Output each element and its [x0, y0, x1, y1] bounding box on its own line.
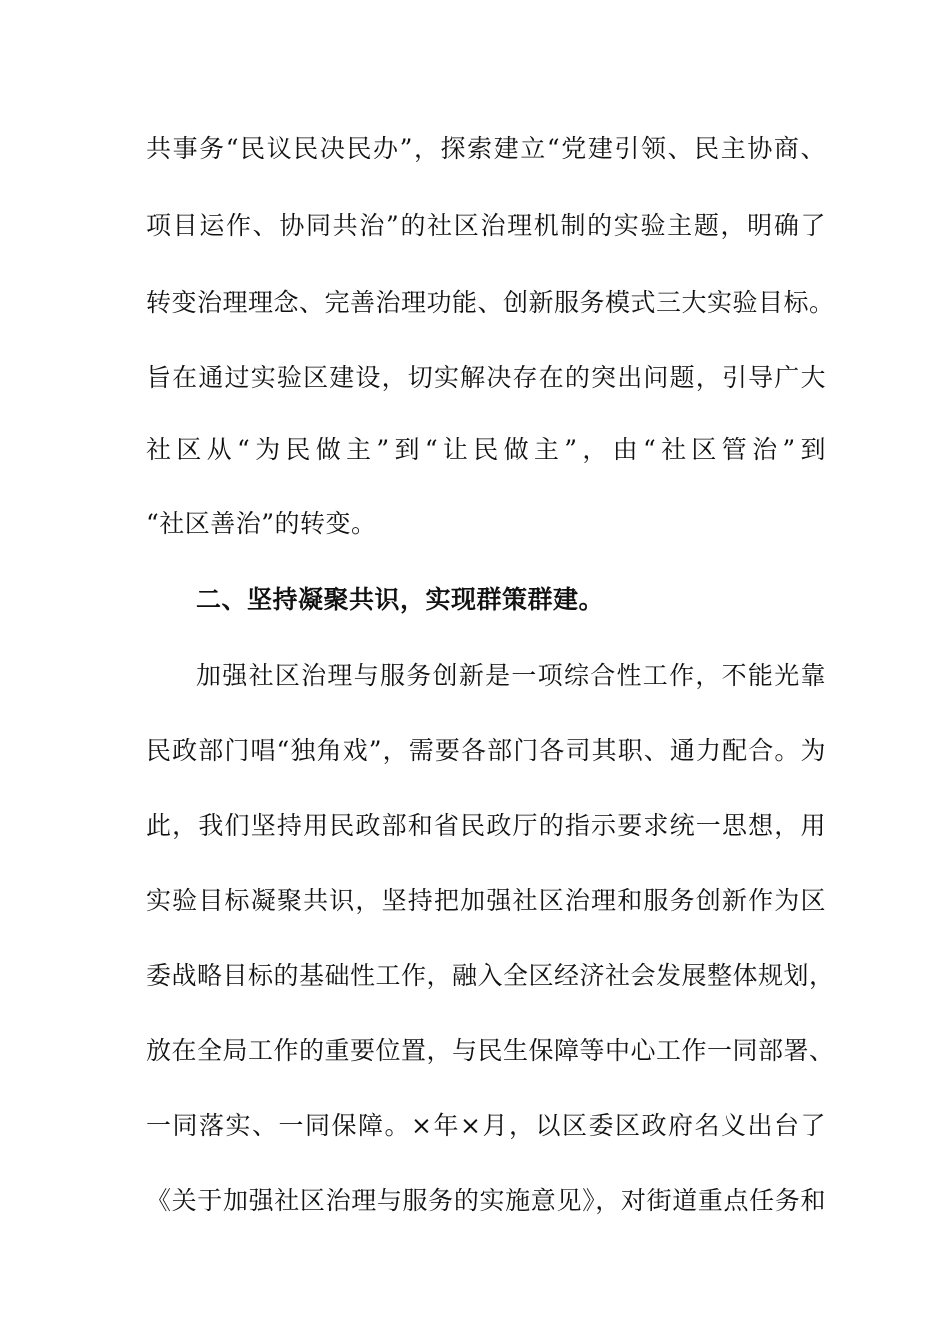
paragraph-line: 《关于加强社区治理与服务的实施意见》，对街道重点任务和: [146, 1186, 826, 1215]
paragraph-line: 民政部门唱“独角戏”，需要各部门各司其职、通力配合。为: [146, 736, 826, 765]
paragraph-line: 实验目标凝聚共识，坚持把加强社区治理和服务创新作为区: [146, 886, 826, 915]
section-heading: 二、坚持凝聚共识，实现群策群建。: [196, 585, 605, 614]
paragraph-line: 一同落实、一同保障。×年×月，以区委区政府名义出台了: [146, 1111, 826, 1140]
paragraph-line: 加强社区治理与服务创新是一项综合性工作，不能光靠: [196, 661, 826, 690]
paragraph-line: 项目运作、协同共治”的社区治理机制的实验主题，明确了: [146, 211, 826, 240]
paragraph-line: 转变治理理念、完善治理功能、创新服务模式三大实验目标。: [146, 288, 835, 317]
paragraph-line: 委战略目标的基础性工作，融入全区经济社会发展整体规划，: [146, 961, 835, 990]
paragraph-line: 此，我们坚持用民政部和省民政厅的指示要求统一思想，用: [146, 811, 826, 840]
paragraph-line: 共事务“民议民决民办”，探索建立“党建引领、民主协商、: [146, 134, 826, 163]
paragraph-line: 旨在通过实验区建设，切实解决存在的突出问题，引导广大: [146, 363, 826, 392]
paragraph-line: 放在全局工作的重要位置，与民生保障等中心工作一同部署、: [146, 1036, 835, 1065]
paragraph-line: “社区善治”的转变。: [146, 509, 377, 538]
paragraph-line: 社区从“为民做主”到“让民做主”，由“社区管治”到: [146, 435, 826, 464]
